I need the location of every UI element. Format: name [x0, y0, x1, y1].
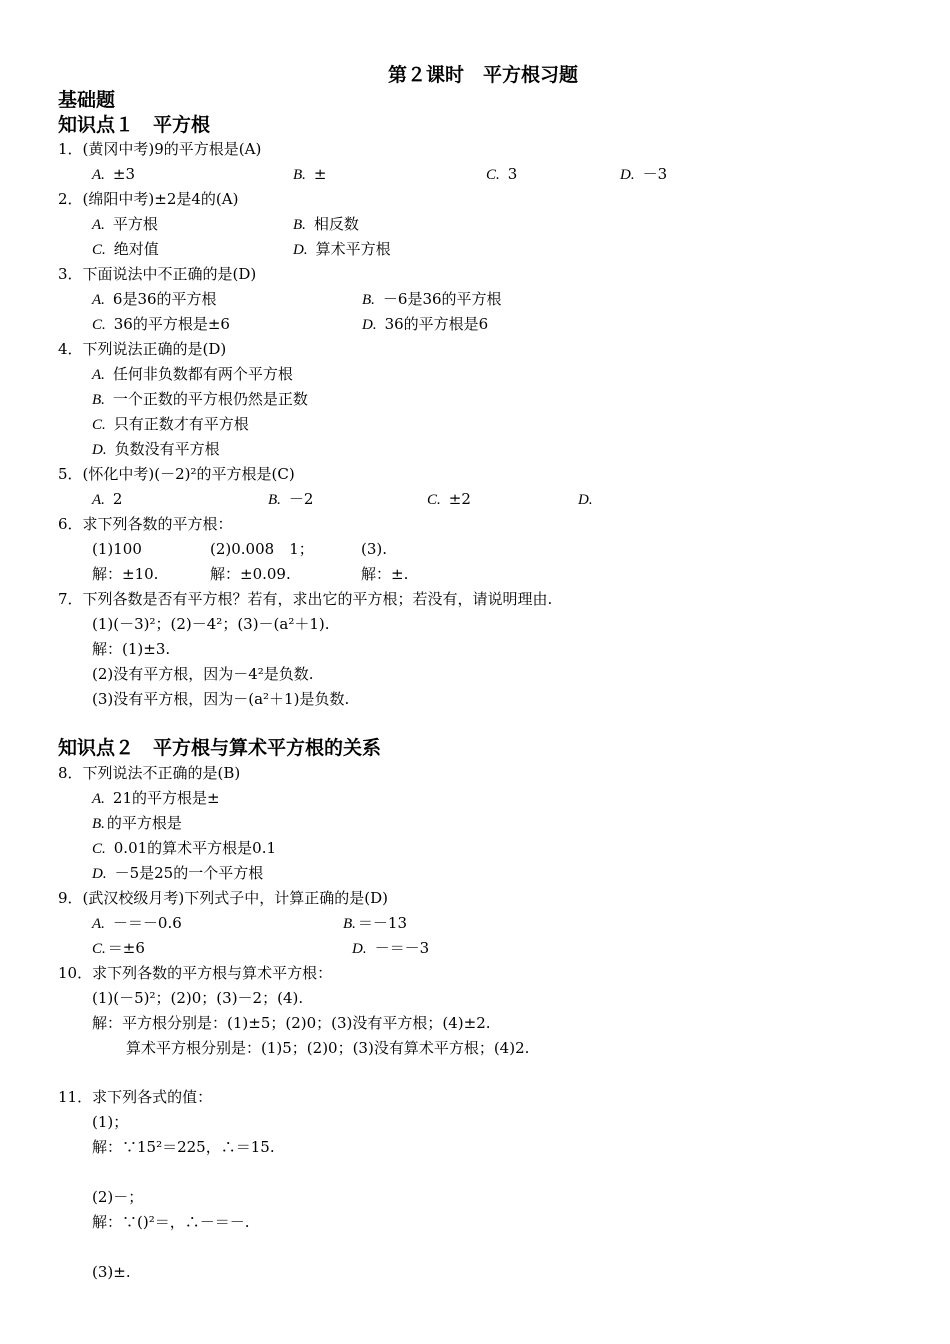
q8-option-b: B. 的平方根是	[92, 814, 182, 832]
q7-solution-3: (3)没有平方根，因为－(a²＋1)是负数.	[92, 690, 350, 708]
q1-option-d: D. －3	[620, 165, 668, 183]
q3-option-c: C. 36的平方根是±6	[92, 315, 230, 333]
q10-solution-arithmetic-roots: 算术平方根分别是：(1)5；(2)0；(3)没有算术平方根；(4)2.	[126, 1039, 530, 1057]
q2-option-c: C. 绝对值	[92, 240, 159, 258]
q9-stem: 9．(武汉校级月考)下列式子中，计算正确的是(D)	[58, 889, 388, 907]
q9-option-d: D. －＝－3	[352, 939, 430, 957]
q10-stem: 10．求下列各数的平方根与算术平方根：	[58, 964, 333, 982]
q11-part-2: (2)－；	[92, 1188, 144, 1206]
q3-option-b: B. －6是36的平方根	[362, 290, 502, 308]
q7-solution-1: 解：(1)±3.	[92, 640, 171, 658]
q5-option-a: A. 2	[92, 490, 123, 508]
q6-part-3: (3).	[361, 540, 388, 558]
q5-option-c: C. ±2	[427, 490, 471, 508]
q6-solution-1: 解：±10.	[92, 565, 159, 583]
q6-part-2: (2)0.008 1；	[210, 540, 314, 558]
q4-option-a: A. 任何非负数都有两个平方根	[92, 365, 293, 383]
q8-stem: 8．下列说法不正确的是(B)	[58, 764, 241, 782]
q9-option-b: B. ＝－13	[343, 914, 408, 932]
q1-option-b: B. ±	[293, 165, 327, 183]
q5-stem: 5．(怀化中考)(－2)²的平方根是(C)	[58, 465, 295, 483]
q10-parts: (1)(－5)²；(2)0；(3)－2；(4).	[92, 989, 304, 1007]
q8-option-c: C. 0.01的算术平方根是0.1	[92, 839, 277, 857]
q8-option-a: A. 21的平方根是±	[92, 789, 220, 807]
knowledge-point-2-heading: 知识点２ 平方根与算术平方根的关系	[58, 737, 382, 759]
q9-option-a: A. －＝－0.6	[92, 914, 182, 932]
q1-option-a: A. ±3	[92, 165, 136, 183]
q11-solution-1: 解：∵15²＝225，∴＝15.	[92, 1138, 275, 1156]
page-title: 第２课时 平方根习题	[388, 64, 579, 86]
q3-stem: 3．下面说法中不正确的是(D)	[58, 265, 257, 283]
q1-stem: 1．(黄冈中考)9的平方根是(A)	[58, 140, 262, 158]
q5-option-b: B. －2	[268, 490, 314, 508]
q10-solution-square-roots: 解：平方根分别是：(1)±5；(2)0；(3)没有平方根；(4)±2.	[92, 1014, 491, 1032]
q5-option-d: D.	[578, 492, 593, 508]
q9-option-c: C. ＝±6	[92, 939, 145, 957]
knowledge-point-1-heading: 知识点１ 平方根	[58, 114, 211, 136]
q6-solution-2: 解：±0.09.	[210, 565, 291, 583]
section-heading: 基础题	[58, 89, 116, 111]
q7-stem: 7．下列各数是否有平方根？若有，求出它的平方根；若没有，请说明理由.	[58, 590, 553, 608]
q1-option-c: C. 3	[486, 165, 518, 183]
q2-option-b: B. 相反数	[293, 215, 359, 233]
q4-stem: 4．下列说法正确的是(D)	[58, 340, 227, 358]
q7-parts: (1)(－3)²；(2)－4²；(3)－(a²＋1).	[92, 615, 330, 633]
q6-solution-3: 解：±.	[361, 565, 409, 583]
q4-option-d: D. 负数没有平方根	[92, 440, 220, 458]
q11-part-3: (3)±.	[92, 1263, 131, 1281]
q11-stem: 11．求下列各式的值：	[58, 1088, 213, 1106]
q3-option-d: D. 36的平方根是6	[362, 315, 489, 333]
q2-option-d: D. 算术平方根	[293, 240, 391, 258]
q11-solution-2: 解：∵()²＝，∴－＝－.	[92, 1213, 250, 1231]
q4-option-c: C. 只有正数才有平方根	[92, 415, 249, 433]
q7-solution-2: (2)没有平方根，因为－4²是负数.	[92, 665, 314, 683]
q8-option-d: D. －5是25的一个平方根	[92, 864, 264, 882]
q3-option-a: A. 6是36的平方根	[92, 290, 217, 308]
q6-part-1: (1)100	[92, 540, 142, 558]
q11-part-1: (1)；	[92, 1113, 129, 1131]
q6-stem: 6．求下列各数的平方根：	[58, 515, 233, 533]
q4-option-b: B. 一个正数的平方根仍然是正数	[92, 390, 308, 408]
q2-option-a: A. 平方根	[92, 215, 158, 233]
q2-stem: 2．(绵阳中考)±2是4的(A)	[58, 190, 239, 208]
